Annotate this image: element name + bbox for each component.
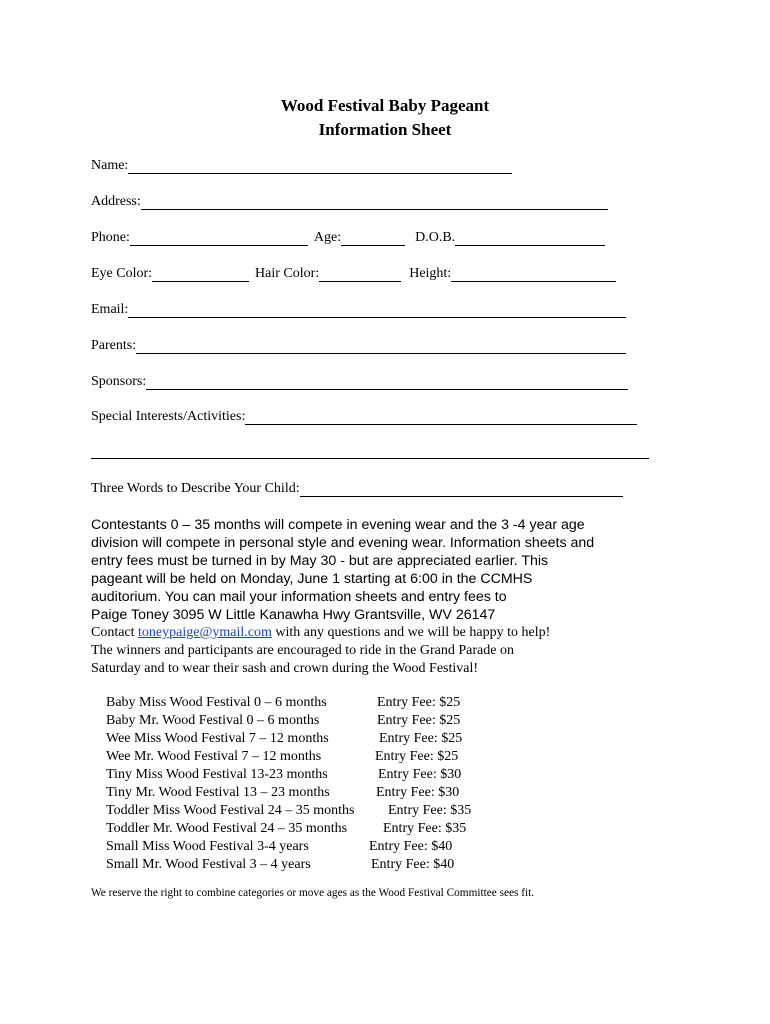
three-words-label: Three Words to Describe Your Child: <box>91 481 300 496</box>
contact-email-link[interactable]: toneypaige@ymail.com <box>138 625 272 640</box>
paragraph-line: Paige Toney 3095 W Little Kanawha Hwy Grantsville, WV 26147 <box>91 607 496 623</box>
info-paragraph <box>91 516 651 624</box>
eye-color-label: Eye Color: <box>91 266 153 281</box>
name-label: Name: <box>91 158 129 173</box>
special-interests-label: Special Interests/Activities: <box>91 409 246 424</box>
category-fee: Entry Fee: $25 <box>377 713 461 728</box>
eye-hair-height-row <box>91 266 622 282</box>
paragraph-line: pageant will be held on Monday, June 1 starting at 6:00 in the CCMHS <box>91 571 533 587</box>
footer-note: We reserve the right to combine categories or move ages as the Wood Festival Committee sees fit. <box>91 887 535 899</box>
name-field[interactable] <box>91 158 518 174</box>
dob-blank[interactable] <box>455 232 605 246</box>
address-blank[interactable] <box>141 196 608 210</box>
special-interests-blank[interactable] <box>245 411 637 425</box>
page-title: Wood Festival Baby Pageant <box>280 96 490 115</box>
email-label: Email: <box>91 302 129 317</box>
paragraph-line: auditorium. You can mail your information sheets and entry fees to <box>91 589 507 605</box>
category-fee: Entry Fee: $40 <box>369 839 453 854</box>
page-subtitle: Information Sheet <box>318 120 452 139</box>
paragraph-line: Contestants 0 – 35 months will compete in evening wear and the 3 -4 year age <box>91 517 585 533</box>
hair-color-blank[interactable] <box>319 268 401 282</box>
phone-label: Phone: <box>91 230 130 245</box>
height-label: Height: <box>409 266 452 281</box>
three-words-blank[interactable] <box>300 483 623 497</box>
sponsors-label: Sponsors: <box>91 374 147 389</box>
category-fee: Entry Fee: $30 <box>376 785 460 800</box>
phone-blank[interactable] <box>130 232 308 246</box>
category-fee: Entry Fee: $40 <box>371 857 455 872</box>
contact-suffix: with any questions and we will be happy to help! <box>271 625 551 640</box>
height-blank[interactable] <box>451 268 616 282</box>
contact-paragraph <box>91 624 691 678</box>
category-name: Baby Miss Wood Festival 0 – 6 months <box>106 695 327 710</box>
eye-color-blank[interactable] <box>152 268 249 282</box>
category-name: Wee Miss Wood Festival 7 – 12 months <box>106 731 329 746</box>
special-interests-continuation[interactable] <box>91 445 655 459</box>
category-fee: Entry Fee: $35 <box>383 821 467 836</box>
address-field[interactable] <box>91 194 614 210</box>
category-name: Small Mr. Wood Festival 3 – 4 years <box>106 857 311 872</box>
email-field[interactable] <box>91 302 632 318</box>
parents-label: Parents: <box>91 338 137 353</box>
three-words-field[interactable] <box>91 481 629 497</box>
paragraph-line: entry fees must be turned in by May 30 - but are appreciated earlier. This <box>91 553 549 569</box>
category-fee: Entry Fee: $35 <box>388 803 472 818</box>
hair-color-label: Hair Color: <box>255 266 320 281</box>
category-name: Baby Mr. Wood Festival 0 – 6 months <box>106 713 320 728</box>
parents-field[interactable] <box>91 338 632 354</box>
age-label: Age: <box>313 230 342 245</box>
category-fee: Entry Fee: $25 <box>377 695 461 710</box>
category-name: Tiny Mr. Wood Festival 13 – 23 months <box>106 785 330 800</box>
category-name: Toddler Mr. Wood Festival 24 – 35 months <box>106 821 348 836</box>
special-interests-field[interactable] <box>91 409 643 425</box>
sponsors-blank[interactable] <box>146 376 628 390</box>
category-fee: Entry Fee: $25 <box>375 749 459 764</box>
address-label: Address: <box>91 194 141 209</box>
parade-line: The winners and participants are encouraged to ride in the Grand Parade on <box>91 643 514 658</box>
age-blank[interactable] <box>341 232 405 246</box>
paragraph-line: division will compete in personal style and evening wear. Information sheets and <box>91 535 595 551</box>
category-name: Wee Mr. Wood Festival 7 – 12 months <box>106 749 322 764</box>
category-fee: Entry Fee: $30 <box>378 767 462 782</box>
contact-prefix: Contact <box>91 625 139 640</box>
category-name: Small Miss Wood Festival 3-4 years <box>106 839 309 854</box>
category-name: Toddler Miss Wood Festival 24 – 35 months <box>106 803 355 818</box>
special-interests-blank-2[interactable] <box>91 445 649 459</box>
phone-age-dob-row <box>91 230 611 246</box>
contact-line <box>91 624 691 642</box>
dob-label: D.O.B. <box>415 230 456 245</box>
category-fee: Entry Fee: $25 <box>379 731 463 746</box>
sponsors-field[interactable] <box>91 374 634 390</box>
category-name: Tiny Miss Wood Festival 13-23 months <box>106 767 328 782</box>
parents-blank[interactable] <box>136 340 626 354</box>
parade-line: Saturday and to wear their sash and crown during the Wood Festival! <box>91 661 479 676</box>
name-blank[interactable] <box>128 160 512 174</box>
email-blank[interactable] <box>128 304 626 318</box>
